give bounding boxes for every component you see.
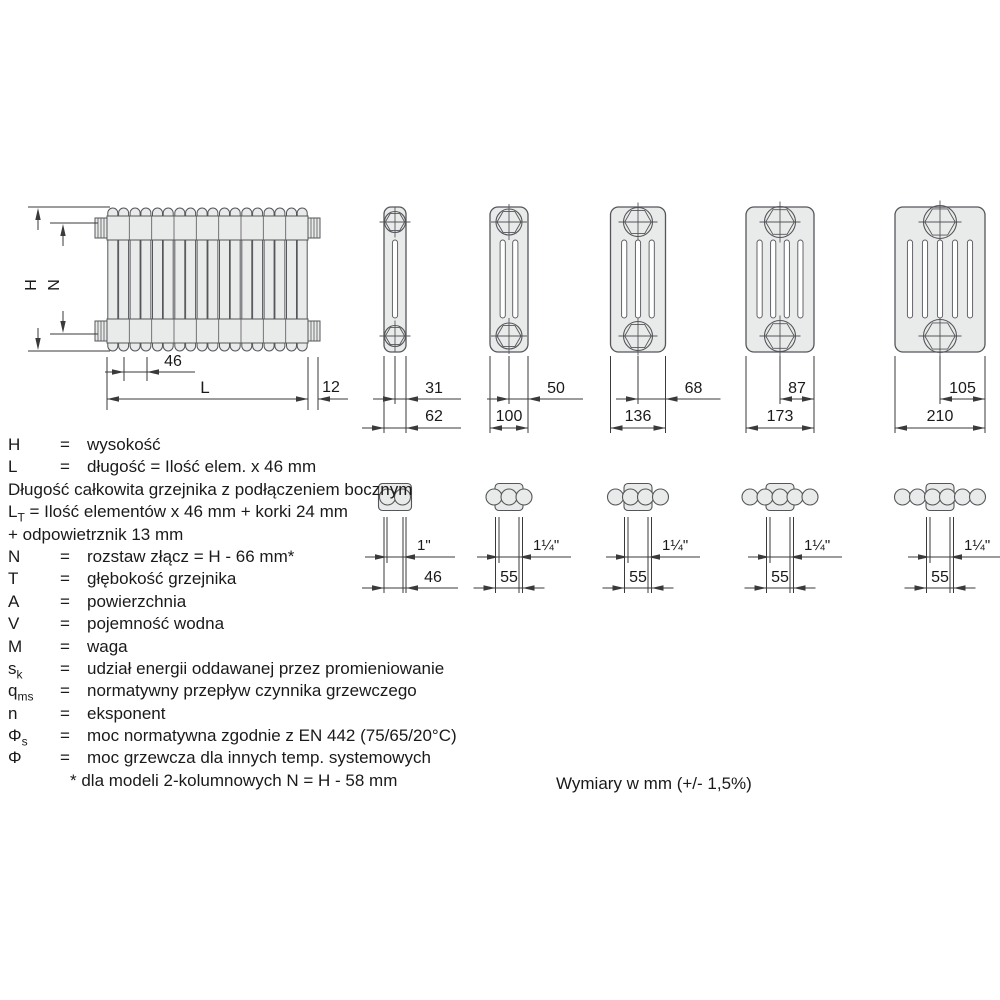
- top-view: [608, 484, 669, 511]
- top-view-dimensions: [603, 517, 701, 593]
- legend-row: [8, 747, 528, 769]
- cross-section-dimensions: [746, 356, 814, 433]
- legend-row: [8, 546, 528, 568]
- svg-text:H: H: [23, 279, 40, 291]
- legend-definition: moc grzewcza dla innych temp. systemowych: [87, 748, 431, 768]
- profile-group-4col: [603, 203, 721, 594]
- legend-row: [8, 568, 528, 590]
- profile-group-5col: [742, 202, 842, 594]
- legend-symbol: Φ: [8, 748, 22, 768]
- svg-text:100: 100: [495, 408, 523, 425]
- svg-text:55: 55: [629, 569, 647, 586]
- legend-row: [8, 591, 528, 613]
- cross-section-dimensions: [611, 356, 721, 433]
- cross-section-dimensions: [487, 356, 583, 433]
- legend-row: $L_T$ = Ilość elementów x 46 mm + korki 24 mm: [8, 502, 348, 525]
- legend-symbol: T: [8, 569, 19, 589]
- legend-symbol: H: [8, 435, 21, 454]
- svg-text:62: 62: [425, 408, 443, 425]
- legend-definition: Długość całkowita grzejnika z podłączeniem bocznym: [8, 479, 413, 499]
- legend-equals: =: [60, 546, 70, 566]
- legend-definition: moc normatywna zgodnie z EN 442 (75/65/20°C): [87, 726, 457, 746]
- legend-row: [8, 680, 528, 702]
- legend-equals: =: [60, 636, 70, 656]
- legend-definition: + odpowietrznik 13 mm: [8, 524, 184, 544]
- radiator-front-view: [23, 207, 348, 410]
- legend-row: [8, 434, 528, 456]
- legend-row: [8, 658, 528, 680]
- legend-definition: * dla modeli 2-kolumnowych N = H - 58 mm: [70, 770, 398, 790]
- legend-symbol: N: [8, 546, 21, 566]
- svg-text:55: 55: [500, 569, 518, 586]
- svg-text:1¼": 1¼": [804, 537, 831, 554]
- legend-definition: głębokość grzejnika: [87, 569, 237, 589]
- svg-text:46: 46: [424, 569, 442, 586]
- cross-section: [611, 203, 666, 356]
- svg-text:55: 55: [931, 569, 949, 586]
- legend-equals: =: [60, 591, 70, 611]
- legend-row: [8, 636, 528, 658]
- cross-section: [490, 204, 528, 354]
- legend-symbol: M: [8, 636, 23, 656]
- legend-definition: długość = Ilość elem. x 46 mm: [87, 457, 317, 477]
- legend-equals: =: [60, 681, 70, 701]
- cross-section-dimensions: [895, 356, 985, 433]
- legend-equals: =: [60, 569, 70, 589]
- cross-section-dimensions: [362, 356, 461, 433]
- svg-text:1¼": 1¼": [662, 537, 689, 554]
- cross-section: [895, 201, 985, 358]
- legend-row: [8, 725, 528, 747]
- svg-text:1": 1": [417, 537, 431, 554]
- profile-group-6col: [895, 201, 1000, 594]
- svg-text:210: 210: [926, 408, 954, 425]
- svg-text:1¼": 1¼": [533, 537, 560, 554]
- legend-symbol: V: [8, 614, 20, 634]
- top-view: [742, 484, 818, 511]
- legend-equals: =: [60, 435, 70, 454]
- cross-section: [746, 202, 814, 357]
- legend-definition: rozstaw złącz = H - 66 mm*: [87, 546, 295, 566]
- cross-section: [380, 207, 411, 353]
- legend-equals: =: [60, 748, 70, 768]
- legend-equals: =: [60, 614, 70, 634]
- svg-text:55: 55: [771, 569, 789, 586]
- svg-text:87: 87: [788, 380, 806, 397]
- top-view-dimensions: [745, 517, 843, 593]
- legend-row: [8, 770, 528, 792]
- legend-symbol: L: [8, 502, 18, 522]
- svg-text:68: 68: [684, 380, 703, 397]
- legend-definition: = Ilość elementów x 46 mm + korki 24 mm: [24, 502, 348, 522]
- legend: [8, 434, 528, 792]
- legend-row: [8, 613, 528, 635]
- legend-definition: eksponent: [87, 703, 166, 723]
- legend-definition: normatywny przepływ czynnika grzewczego: [87, 681, 417, 701]
- svg-text:12: 12: [322, 379, 340, 396]
- legend-symbol: $s_k$: [8, 658, 23, 682]
- legend-symbol: L: [8, 457, 18, 477]
- legend-row: [8, 524, 528, 546]
- legend-symbol: $\Phi_s$: [8, 726, 28, 749]
- top-view: [895, 484, 986, 511]
- legend-equals: =: [60, 457, 70, 477]
- legend-row: [8, 703, 528, 725]
- svg-text:105: 105: [949, 380, 976, 397]
- svg-text:136: 136: [624, 408, 652, 425]
- top-view-dimensions: [905, 517, 1000, 593]
- legend-definition: powierzchnia: [87, 591, 187, 611]
- svg-text:173: 173: [766, 408, 794, 425]
- legend-definition: udział energii oddawanej przez promieniowanie: [87, 658, 445, 678]
- dimensions-note: Wymiary w mm (+/- 1,5%): [556, 774, 752, 793]
- svg-text:1¼": 1¼": [964, 537, 991, 554]
- legend-symbol: $q_{ms}$: [8, 681, 34, 704]
- legend-equals: =: [60, 658, 70, 678]
- legend-definition: pojemność wodna: [87, 614, 225, 634]
- legend-definition: waga: [87, 636, 128, 656]
- length-dimensions: [105, 353, 348, 410]
- legend-row: [8, 456, 528, 478]
- svg-text:31: 31: [425, 380, 443, 397]
- svg-text:N: N: [46, 279, 63, 291]
- legend-symbol: A: [8, 591, 20, 611]
- legend-equals: =: [60, 703, 70, 723]
- svg-text:L: L: [200, 378, 210, 397]
- legend-symbol: n: [8, 703, 18, 723]
- legend-equals: =: [60, 726, 70, 746]
- svg-text:46: 46: [164, 353, 182, 370]
- legend-definition: wysokość: [87, 435, 161, 454]
- legend-row: [8, 479, 528, 501]
- svg-text:50: 50: [547, 380, 565, 397]
